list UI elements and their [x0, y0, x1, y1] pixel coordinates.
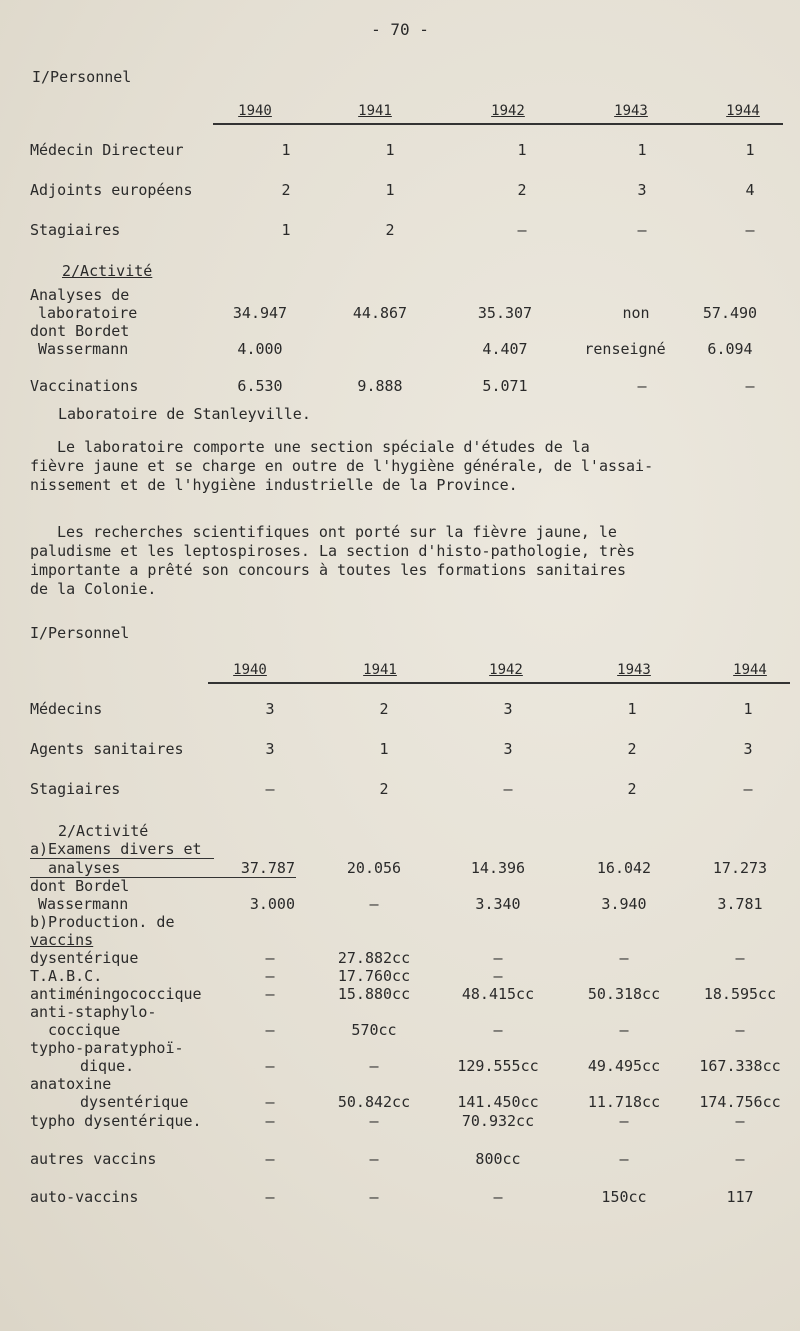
vaccine-cell: 150cc [601, 1188, 647, 1206]
s1-header-rule [213, 123, 783, 125]
vaccine-label: dysentérique [80, 1093, 189, 1111]
vaccine-label: typho-paratyphoï- [30, 1039, 184, 1057]
vaccine-cell: 27.882cc [337, 949, 411, 967]
s2-cell: 14.396 [470, 859, 526, 877]
paragraph2-line: Les recherches scientifiques ont porté sur la fièvre jaune, le [57, 523, 617, 541]
s1-cell: 1 [281, 221, 291, 239]
s1-bordet-label: dont Bordet [30, 322, 130, 340]
s2-cell: 3.940 [601, 895, 647, 913]
vaccine-cell: 167.338cc [699, 1057, 781, 1075]
vaccine-cell: – [369, 1057, 379, 1075]
vaccine-cell: – [735, 949, 745, 967]
s2-exam-label: a)Examens divers et [30, 840, 202, 858]
vaccine-cell: 11.718cc [587, 1093, 661, 1111]
section1-heading: I/Personnel [32, 68, 132, 86]
s1-cell: 2 [517, 181, 527, 199]
vaccine-cell: – [619, 1021, 629, 1039]
vaccine-cell: 141.450cc [457, 1093, 539, 1111]
vaccine-cell: – [619, 1112, 629, 1130]
s2-year-1941: 1941 [363, 662, 397, 678]
s1-cell: 4.407 [482, 340, 528, 358]
vaccine-cell: – [265, 1188, 275, 1206]
s1-cell: 2 [281, 181, 291, 199]
vaccine-cell: – [735, 1112, 745, 1130]
vaccine-label: T.A.B.C. [30, 967, 103, 985]
s2-year-1942: 1942 [489, 662, 523, 678]
s1-year-1943: 1943 [614, 103, 648, 119]
vaccine-label: anatoxine [30, 1075, 112, 1093]
vaccine-cell: – [265, 949, 275, 967]
s2-cell: 2 [627, 740, 637, 758]
s1-cell: 9.888 [357, 377, 403, 395]
vaccine-label: coccique [48, 1021, 121, 1039]
vaccine-cell: 570cc [351, 1021, 397, 1039]
s2-cell: 37.787 [240, 859, 295, 877]
s1-cell: renseigné [584, 340, 666, 358]
s1-cell: 1 [745, 141, 755, 159]
s1-bordet-label: Wassermann [38, 340, 129, 358]
s2-cell: – [743, 780, 753, 798]
vaccine-cell: – [265, 985, 275, 1003]
vaccine-label: auto-vaccins [30, 1188, 139, 1206]
vaccine-label: autres vaccins [30, 1150, 157, 1168]
s2-cell: 3 [265, 740, 275, 758]
s2-year-1944: 1944 [733, 662, 767, 678]
s1-cell: 34.947 [232, 304, 288, 322]
s1-analyses-label: Analyses de [30, 286, 130, 304]
s2-cell: – [503, 780, 513, 798]
vaccine-cell: – [735, 1021, 745, 1039]
paragraph1-line: nissement et de l'hygiène industrielle de la Province. [30, 476, 518, 494]
s1-row-label: Adjoints européens [30, 181, 193, 199]
paragraph2-line: importante a prêté son concours à toutes les formations sanitaires [30, 561, 627, 579]
s2-cell: 16.042 [596, 859, 652, 877]
s1-cell: 3 [637, 181, 647, 199]
s1-cell: 1 [385, 181, 395, 199]
s1-cell: – [637, 221, 647, 239]
s2-cell: 1 [379, 740, 389, 758]
s1-cell: – [745, 221, 755, 239]
s1-cell: 4.000 [237, 340, 283, 358]
s2-year-1940: 1940 [233, 662, 267, 678]
s2-cell: 17.273 [712, 859, 768, 877]
s1-year-1944: 1944 [726, 103, 760, 119]
s1-cell: – [517, 221, 527, 239]
vaccine-label: dysentérique [30, 949, 139, 967]
vaccine-cell: – [493, 1021, 503, 1039]
s2-cell: 3.781 [717, 895, 763, 913]
vaccine-cell: – [493, 1188, 503, 1206]
s1-cell: 57.490 [702, 304, 758, 322]
vaccine-cell: – [265, 1021, 275, 1039]
vaccine-cell: 49.495cc [587, 1057, 661, 1075]
vaccine-cell: – [265, 1057, 275, 1075]
s1-activity-heading: 2/Activité [62, 262, 153, 280]
vaccine-label: antiméningococcique [30, 985, 202, 1003]
s1-row-label: Stagiaires [30, 221, 121, 239]
page-number: - 70 - [371, 20, 429, 39]
vaccine-cell: – [619, 1150, 629, 1168]
vaccine-cell: – [619, 949, 629, 967]
vaccine-cell: – [493, 967, 503, 985]
s2-bordel-label: Wassermann [38, 895, 129, 913]
paragraph2-line: de la Colonie. [30, 580, 157, 598]
s2-row-label: Agents sanitaires [30, 740, 184, 758]
s1-year-1942: 1942 [491, 103, 525, 119]
vaccine-cell: – [265, 967, 275, 985]
s1-cell: 44.867 [352, 304, 408, 322]
s2-cell: 3.000 [249, 895, 295, 913]
s2-cell: 2 [379, 780, 389, 798]
s1-cell: 1 [637, 141, 647, 159]
vaccine-label: anti-staphylo- [30, 1003, 157, 1021]
s1-cell: – [745, 377, 755, 395]
vaccine-cell: – [265, 1093, 275, 1111]
paragraph2-line: paludisme et les leptospiroses. La section d'histo-pathologie, très [30, 542, 636, 560]
s1-cell: 1 [281, 141, 291, 159]
s2-cell: – [265, 780, 275, 798]
vaccine-cell: – [265, 1150, 275, 1168]
s2-cell: 2 [627, 780, 637, 798]
s1-year-1940: 1940 [238, 103, 272, 119]
s1-vacc-label: Vaccinations [30, 377, 139, 395]
vaccine-label: dique. [80, 1057, 135, 1075]
section2-heading: I/Personnel [30, 624, 130, 642]
s2-row-label: Stagiaires [30, 780, 121, 798]
s2-activity-heading: 2/Activité [58, 822, 149, 840]
lab-title: Laboratoire de Stanleyville. [58, 405, 311, 423]
s1-cell: 35.307 [477, 304, 533, 322]
vaccine-label: typho dysentérique. [30, 1112, 202, 1130]
s2-cell: 3 [503, 700, 513, 718]
vaccine-cell: 50.842cc [337, 1093, 411, 1111]
s2-bordel-label: dont Bordel [30, 877, 130, 895]
s1-year-1941: 1941 [358, 103, 392, 119]
s2-row-label: Médecins [30, 700, 103, 718]
s2-cell: 2 [379, 700, 389, 718]
s2-exam-label: analyses [48, 859, 121, 877]
s2-cell: 3 [503, 740, 513, 758]
s1-cell: 1 [385, 141, 395, 159]
paragraph1-line: fièvre jaune et se charge en outre de l'hygiène générale, de l'assai- [30, 457, 654, 475]
vaccine-cell: – [369, 1112, 379, 1130]
vaccine-cell: – [493, 949, 503, 967]
vaccine-cell: – [369, 1150, 379, 1168]
s1-cell: 1 [517, 141, 527, 159]
s2-cell: 20.056 [346, 859, 402, 877]
s2-cell: 1 [627, 700, 637, 718]
paragraph1-line: Le laboratoire comporte une section spéciale d'études de la [57, 438, 590, 456]
s2-production-label: vaccins [30, 931, 94, 949]
s1-cell: non [622, 304, 650, 322]
vaccine-cell: 48.415cc [461, 985, 535, 1003]
vaccine-cell: 18.595cc [703, 985, 777, 1003]
s2-header-rule [208, 682, 790, 684]
s2-cell: 3 [743, 740, 753, 758]
vaccine-cell: 800cc [475, 1150, 521, 1168]
s1-cell: – [637, 377, 647, 395]
vaccine-cell: 17.760cc [337, 967, 411, 985]
s2-cell: 3 [265, 700, 275, 718]
vaccine-cell: – [369, 1188, 379, 1206]
s1-cell: 4 [745, 181, 755, 199]
vaccine-cell: 15.880cc [337, 985, 411, 1003]
s1-analyses-label: laboratoire [38, 304, 138, 322]
vaccine-cell: 50.318cc [587, 985, 661, 1003]
vaccine-cell: 117 [726, 1188, 754, 1206]
s1-cell: 2 [385, 221, 395, 239]
s1-cell: 6.530 [237, 377, 283, 395]
vaccine-cell: – [735, 1150, 745, 1168]
vaccine-cell: 174.756cc [699, 1093, 781, 1111]
s1-row-label: Médecin Directeur [30, 141, 184, 159]
vaccine-cell: 129.555cc [457, 1057, 539, 1075]
vaccine-cell: – [265, 1112, 275, 1130]
s2-cell: – [369, 895, 379, 913]
s2-cell: 3.340 [475, 895, 521, 913]
s2-year-1943: 1943 [617, 662, 651, 678]
vaccine-cell: 70.932cc [461, 1112, 535, 1130]
s2-cell: 1 [743, 700, 753, 718]
s1-cell: 6.094 [707, 340, 753, 358]
s1-cell: 5.071 [482, 377, 528, 395]
s2-production-label: b)Production. de [30, 913, 175, 931]
